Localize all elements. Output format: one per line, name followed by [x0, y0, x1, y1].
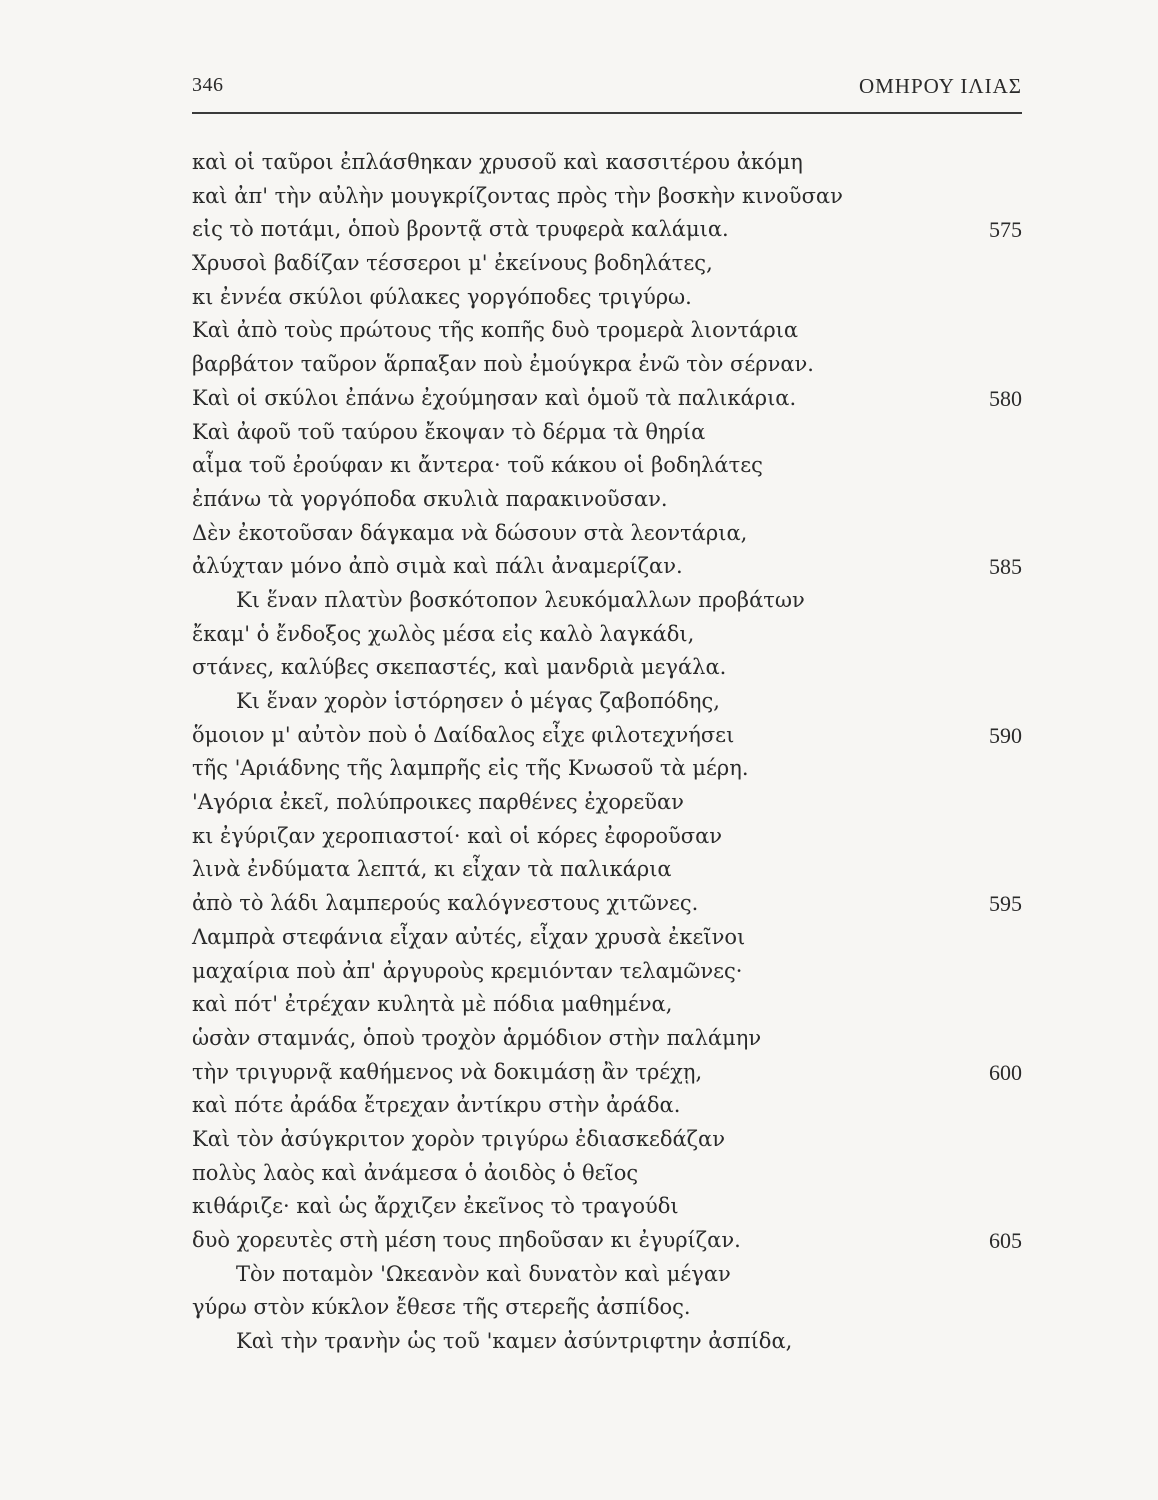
verse-line [192, 314, 1022, 348]
verse-line [192, 853, 1022, 887]
verse-line [192, 1157, 1022, 1191]
verse-text: καὶ οἱ ταῦροι ἐπλάσθηκαν χρυσοῦ καὶ κασσιτέρου ἀκόμη [192, 150, 803, 174]
verse-line [192, 752, 1022, 786]
verse-text: Καὶ ἀφοῦ τοῦ ταύρου ἔκοψαν τὸ δέρμα τὰ θηρία [192, 419, 706, 444]
verse-line [192, 685, 1022, 719]
verse-line [192, 651, 1022, 685]
verse-text: τὴν τριγυρνᾷ καθήμενος νὰ δοκιμάσῃ ἂν τρέχῃ, [192, 1059, 703, 1084]
verse-text: 'Αγόρια ἐκεῖ, πολύπροικες παρθένες ἐχορεῦαν [192, 790, 684, 815]
verse-line [192, 382, 1022, 416]
verse-line [192, 517, 1022, 551]
verse-text: ἀπὸ τὸ λάδι λαμπερούς καλόγνεστους χιτῶνες. [192, 891, 699, 916]
verse-text: στάνες, καλύβες σκεπαστές, καὶ μανδριὰ μεγάλα. [192, 655, 727, 680]
verse-text: εἰς τὸ ποτάμι, ὁποὺ βροντᾷ στὰ τρυφερὰ καλάμια. [192, 217, 729, 242]
verse-line [192, 416, 1022, 450]
verse-text: ὡσὰν σταμνάς, ὁποὺ τροχὸν ἁρμόδιον στὴν παλάμην [192, 1025, 762, 1050]
verse-line [192, 1224, 1022, 1258]
line-number: 590 [989, 722, 1022, 748]
verse-text: κι ἐγύριζαν χεροπιαστοί· καὶ οἱ κόρες ἐφοροῦσαν [192, 823, 723, 848]
verse-text: κιθάριζε· καὶ ὡς ἄρχιζεν ἐκεῖνος τὸ τραγούδι [192, 1194, 679, 1219]
verse-line [192, 180, 1022, 214]
line-number: 575 [989, 217, 1022, 243]
verse-text: Τὸν ποταμὸν 'Ωκεανὸν καὶ δυνατὸν καὶ μέγαν [236, 1261, 731, 1286]
verse-text: κι ἐννέα σκύλοι φύλακες γοργόποδες τριγύρω. [192, 284, 692, 309]
verse-text: καὶ ἀπ' τὴν αὐλὴν μουγκρίζοντας πρὸς τὴν βοσκὴν κινοῦσαν [192, 183, 843, 208]
verse-text: πολὺς λαὸς καὶ ἀνάμεσα ὁ ἀοιδὸς ὁ θεῖος [192, 1160, 639, 1185]
verse-text: Λαμπρὰ στεφάνια εἶχαν αὐτές, εἶχαν χρυσὰ ἐκεῖνοι [192, 924, 746, 949]
verse-line [192, 584, 1022, 618]
verse-text: τῆς 'Αριάδνης τῆς λαμπρῆς εἰς τῆς Κνωσοῦ τὰ μέρη. [192, 756, 749, 781]
verse-line [192, 887, 1022, 921]
verse-text: γύρω στὸν κύκλον ἔθεσε τῆς στερεῆς ἀσπίδος. [192, 1295, 691, 1320]
verse-line [192, 786, 1022, 820]
verse-text: καὶ πότ' ἐτρέχαν κυλητὰ μὲ πόδια μαθημένα, [192, 992, 673, 1017]
verse-text: Κι ἕναν πλατὺν βοσκότοπον λευκόμαλλων προβάτων [236, 587, 805, 612]
verse-line [192, 449, 1022, 483]
verse-text: λινὰ ἐνδύματα λεπτά, κι εἶχαν τὰ παλικάρια [192, 857, 672, 882]
verse-text: ἔκαμ' ὁ ἔνδοξος χωλὸς μέσα εἰς καλὸ λαγκάδι, [192, 621, 695, 646]
verse-text: μαχαίρια ποὺ ἀπ' ἀργυροὺς κρεμιόνταν τελαμῶνες· [192, 958, 743, 983]
verse-line [192, 1056, 1022, 1090]
line-number: 585 [989, 554, 1022, 580]
line-number: 605 [989, 1228, 1022, 1253]
verse-line [192, 921, 1022, 955]
verse-text: ἐπάνω τὰ γοργόποδα σκυλιὰ παρακινοῦσαν. [192, 486, 668, 511]
verse-line [192, 1258, 1022, 1292]
verse-line [192, 618, 1022, 652]
verse-text: βαρβάτον ταῦρον ἅρπαξαν ποὺ ἐμούγκρα ἐνῶ τὸν σέρναν. [192, 352, 814, 377]
line-number: 580 [989, 385, 1022, 411]
line-number: 600 [989, 1059, 1022, 1085]
running-title: ΟΜΗΡΟΥ ΙΛΙΑΣ [858, 74, 1022, 98]
verse-text: Καὶ ἀπὸ τοὺς πρώτους τῆς κοπῆς δυὸ τρομερὰ λιοντάρια [192, 318, 799, 343]
verse-line [192, 1123, 1022, 1157]
verse-line [192, 1325, 1022, 1359]
verse-text: αἷμα τοῦ ἐρούφαν κι ἄντερα· τοῦ κάκου οἱ βοδηλάτες [192, 453, 763, 478]
verse-text: δυὸ χορευτὲς στὴ μέση τους πηδοῦσαν κι ἐγυρίζαν. [192, 1228, 741, 1252]
verse-line [192, 820, 1022, 854]
verse-text: Χρυσοὶ βαδίζαν τέσσεροι μ' ἐκείνους βοδηλάτες, [192, 251, 713, 276]
verse-text: Κι ἕναν χορὸν ἱστόρησεν ὁ μέγας ζαβοπόδης, [236, 689, 720, 713]
verse-line [192, 955, 1022, 989]
poem-text [192, 146, 1022, 1359]
verse-line [192, 281, 1022, 315]
verse-text: Καὶ οἱ σκύλοι ἐπάνω ἐχούμησαν καὶ ὁμοῦ τὰ παλικάρια. [192, 385, 797, 410]
line-number: 595 [989, 891, 1022, 917]
page-number: 346 [192, 74, 224, 96]
verse-line [192, 1291, 1022, 1325]
verse-line [192, 1022, 1022, 1056]
verse-text: καὶ πότε ἀράδα ἔτρεχαν ἀντίκρυ στὴν ἀράδα. [192, 1093, 681, 1118]
verse-line [192, 247, 1022, 281]
verse-line [192, 1190, 1022, 1224]
verse-line [192, 550, 1022, 584]
verse-line [192, 213, 1022, 247]
verse-text: ὅμοιον μ' αὐτὸν ποὺ ὁ Δαίδαλος εἶχε φιλοτεχνήσει [192, 722, 735, 747]
verse-line [192, 348, 1022, 382]
header-rule [192, 112, 1022, 114]
verse-text: Δὲν ἐκοτοῦσαν δάγκαμα νὰ δώσουν στὰ λεοντάρια, [192, 520, 748, 545]
verse-line [192, 146, 1022, 180]
verse-line [192, 483, 1022, 517]
verse-line [192, 1089, 1022, 1123]
verse-text: Καὶ τὸν ἀσύγκριτον χορὸν τριγύρω ἐδιασκεδάζαν [192, 1126, 725, 1151]
verse-text: Καὶ τὴν τρανὴν ὡς τοῦ 'καμεν ἀσύντριφτην ἀσπίδα, [236, 1329, 793, 1354]
verse-line [192, 719, 1022, 753]
verse-text: ἀλύχταν μόνο ἀπὸ σιμὰ καὶ πάλι ἀναμερίζαν. [192, 554, 683, 579]
verse-line [192, 988, 1022, 1022]
